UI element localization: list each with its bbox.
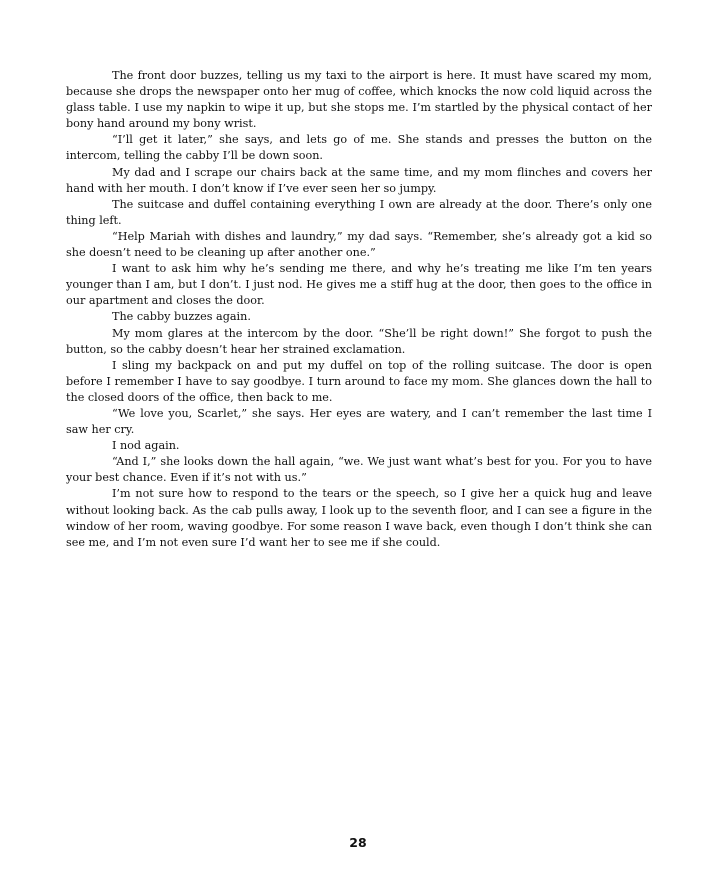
paragraph: “We love you, Scarlet,” she says. Her eyes are watery, and I can’t remember the last time I saw her cry. xyxy=(66,406,652,437)
paragraph: “Help Mariah with dishes and laundry,” my dad says. “Remember, she’s already got a kid so she doesn’t need to be cleaning up after another one.” xyxy=(66,229,652,260)
paragraph: “I’ll get it later,” she says, and lets go of me. She stands and presses the button on the intercom, telling the cabby I’ll be down soon. xyxy=(66,133,652,163)
paragraph: I’m not sure how to respond to the tears or the speech, so I give her a quick hug and leave without looking back. As the cab pulls away, I look up to the seventh floor, and I can see a figure in the window of her room, waving goodbye. For some reason I wave back, even though I don’t think she can see me, and I’m not even sure I’d want her to see me if she could. xyxy=(66,487,652,549)
paragraph: “And I,” she looks down the hall again, “we. We just want what’s best for you. For you to have your best chance. Even if it’s not with us.” xyxy=(66,455,652,485)
paragraph: My mom glares at the intercom by the door. “She’ll be right down!” She forgot to push the button, so the cabby doesn’t hear her strained exclamation. xyxy=(66,326,652,356)
page-number: 28 xyxy=(349,835,367,850)
paragraph: I want to ask him why he’s sending me there, and why he’s treating me like I’m ten years younger than I am, but I don’t. I just nod. He gives me a stiff hug at the door, then goes to the office in our apartment and closes the door. xyxy=(66,262,652,308)
paragraph: The cabby buzzes again. xyxy=(112,310,251,324)
paragraph: The suitcase and duffel containing everything I own are already at the door. There’s only one thing left. xyxy=(66,197,652,227)
paragraph: My dad and I scrape our chairs back at the same time, and my mom flinches and covers her hand with her mouth. I don’t know if I’ve ever seen her so jumpy. xyxy=(66,165,652,195)
paragraph: The front door buzzes, telling us my taxi to the airport is here. It must have scared my mom, because she drops the newspaper onto her mug of coffee, which knocks the now cold liquid across the glass table. I use my napkin to wipe it up, but she stops me. I’m startled by the physical contact of her bony hand around my bony wrist. xyxy=(66,69,652,131)
paragraph: I nod again. xyxy=(112,439,180,453)
body-text xyxy=(66,68,652,551)
paragraph: I sling my backpack on and put my duffel on top of the rolling suitcase. The door is open before I remember I have to say goodbye. I turn around to face my mom. She glances down the hall to the closed doors of the office, then back to me. xyxy=(66,358,652,404)
